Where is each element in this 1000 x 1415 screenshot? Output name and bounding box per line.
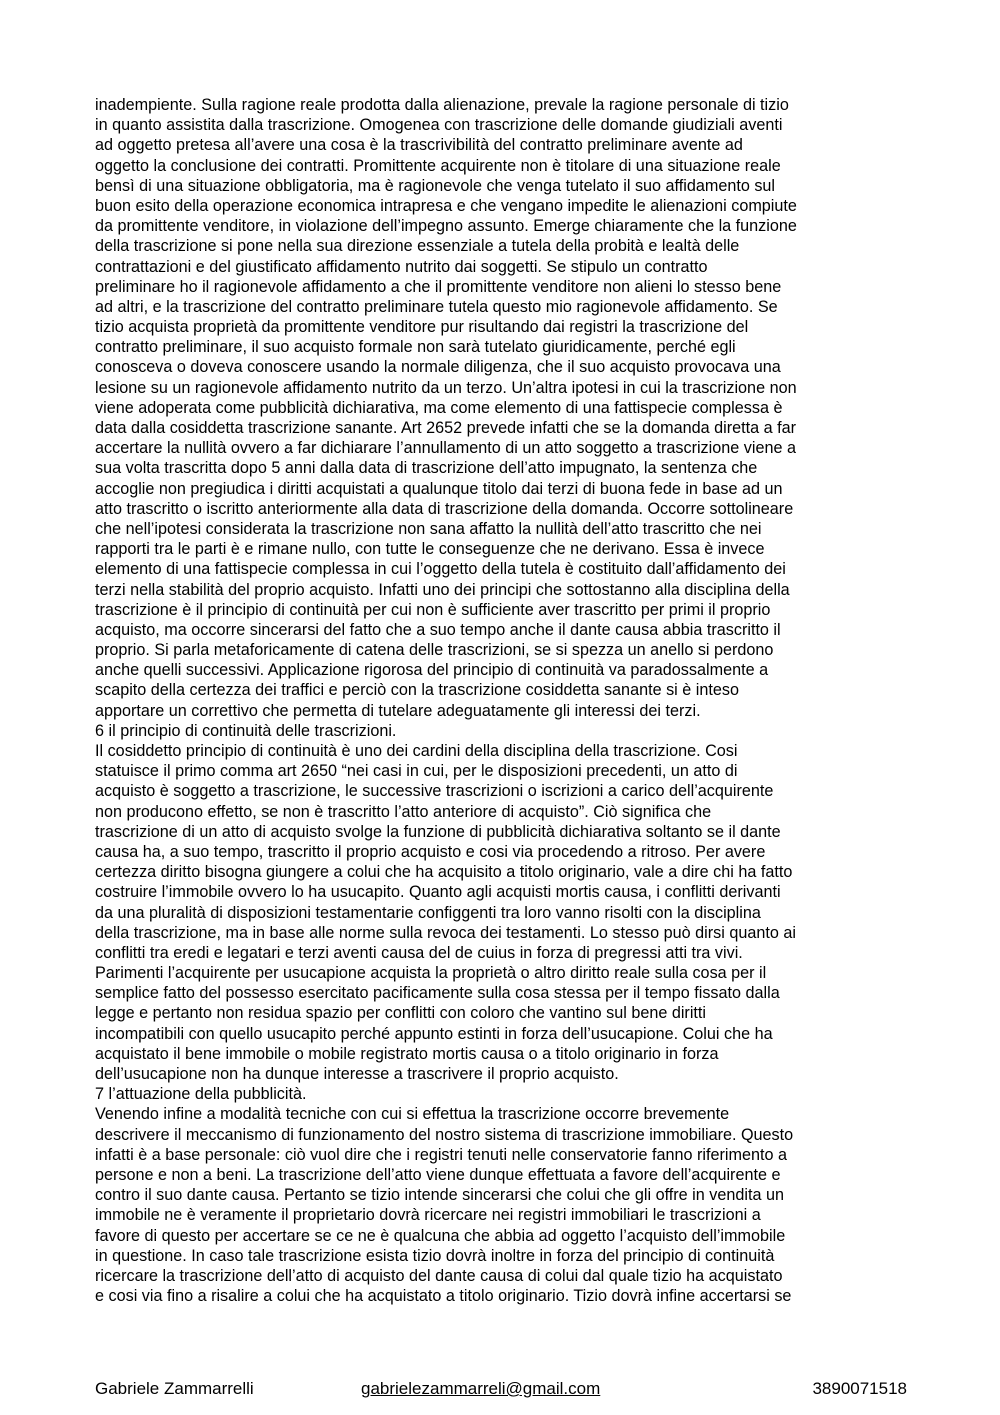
text-line: ad altri, e la trascrizione del contratto preliminare tutela questo mio ragionevole affidamento. Se bbox=[95, 297, 778, 316]
text-line: conosceva o doveva conoscere usando la normale diligenza, che il suo acquisto provocava una bbox=[95, 358, 781, 377]
text-line: della trascrizione si pone nella sua direzione essenziale a tutela della probità e lealtà delle bbox=[95, 237, 740, 256]
text-line: inadempiente. Sulla ragione reale prodotta dalla alienazione, prevale la ragione personale di tizio bbox=[95, 96, 789, 114]
text-line: terzi nella stabilità del proprio acquisto. Infatti uno dei principi che sottostanno alla disciplina della bbox=[95, 580, 790, 599]
text-line: che nell’ipotesi considerata la trascrizione non sana affatto la nullità dell’atto trascritto che nei bbox=[95, 519, 762, 538]
text-line: infatti è a base personale: ciò vuol dire che i registri tenuti nelle conservatorie fanno riferimento a bbox=[95, 1145, 787, 1164]
text-line: scapito della certezza dei traffici e perciò con la trascrizione cosiddetta sanante si è inteso bbox=[95, 681, 739, 700]
text-line: Venendo infine a modalità tecniche con cui si effettua la trascrizione occorre brevemente bbox=[95, 1105, 730, 1124]
page-footer bbox=[95, 1378, 907, 1402]
text-line: causa ha, a suo tempo, trascritto il proprio acquisto e cosi via procedendo a ritroso. Per avere bbox=[95, 842, 766, 861]
text-line: acquisto è soggetto a trascrizione, le successive trascrizioni o iscrizioni a carico dell’acquirente bbox=[95, 782, 774, 801]
text-line: buon esito della operazione economica intrapresa e che vengano impedite le alienazioni compiute bbox=[95, 196, 797, 215]
text-line: acquistato il bene immobile o mobile registrato mortis causa o a titolo originario in forza bbox=[95, 1044, 719, 1063]
text-line: favore di questo per accertare se ce ne è qualcuna che abbia ad oggetto l’acquisto dell’immobile bbox=[95, 1226, 786, 1245]
text-line: dell’usucapione non ha dunque interesse a trascrivere il proprio acquisto. bbox=[95, 1065, 619, 1083]
text-line: conflitti tra eredi e legatari e terzi aventi causa del de cuius in forza di pregressi atti tra vivi. bbox=[95, 943, 743, 962]
text-line: 7 l’attuazione della pubblicità. bbox=[95, 1085, 307, 1104]
text-line: oggetto la conclusione dei contratti. Promittente acquirente non è titolare di una situazione reale bbox=[95, 156, 781, 175]
text-line: immobile ne è veramente il proprietario dovrà ricercare nei registri immobiliari le trascrizioni a bbox=[95, 1206, 761, 1225]
text-line: sua volta trascritta dopo 5 anni dalla data di trascrizione dell’atto impugnato, la sentenza che bbox=[95, 459, 758, 478]
text-line: proprio. Si parla metaforicamente di catena delle trascrizioni, se si spezza un anello si perdono bbox=[95, 641, 774, 660]
text-line: e cosi via fino a risalire a colui che ha acquistato a titolo originario. Tizio dovrà infine accertarsi se bbox=[95, 1287, 792, 1306]
text-line: da una pluralità di disposizioni testamentarie configgenti tra loro vanno risolti con la disciplina bbox=[95, 903, 761, 922]
text-line: in quanto assistita dalla trascrizione. Omogenea con trascrizione delle domande giudiziali aventi bbox=[95, 116, 783, 135]
text-line: persone e non a beni. La trascrizione dell’atto viene dunque effettuata a favore dell’acquirente e bbox=[95, 1165, 781, 1184]
text-line: preliminare ho il ragionevole affidamento a che il promittente venditore non alieni lo stesso bene bbox=[95, 277, 782, 296]
text-line: descrivere il meccanismo di funzionamento del nostro sistema di trascrizione immobiliare. Questo bbox=[95, 1125, 794, 1144]
text-line: della trascrizione, ma in base alle norme sulla revoca dei testamenti. Lo stesso può dirsi quanto ai bbox=[95, 923, 796, 942]
footer-phone: 3890071518 bbox=[812, 1379, 907, 1398]
text-line: da promittente venditore, in violazione dell’impegno assunto. Emerge chiaramente che la funzione bbox=[95, 217, 797, 236]
text-line: accoglie non pregiudica i diritti acquistati a qualunque titolo dai terzi di buona fede in base ad un bbox=[95, 479, 783, 498]
text-line: lesione su un ragionevole affidamento nutrito da un terzo. Un’altra ipotesi in cui la trascrizione non bbox=[95, 378, 797, 397]
text-line: accertare la nullità ovvero a far dichiarare l’annullamento di un atto soggetto a trascrizione viene a bbox=[95, 439, 796, 458]
text-line: bensì di una situazione obbligatoria, ma è ragionevole che venga tutelato il suo affidamento sul bbox=[95, 176, 776, 195]
text-line: Parimenti l’acquirente per usucapione acquista la proprietà o altro diritto reale sulla cosa per il bbox=[95, 964, 767, 983]
text-line: acquisto, ma occorre sincerarsi del fatto che a suo tempo anche il dante causa abbia trascritto il bbox=[95, 620, 781, 639]
footer-email-link[interactable]: gabrielezammarreli@gmail.com bbox=[361, 1379, 601, 1398]
text-line: legge e pertanto non residua spazio per conflitti con coloro che vantino sul bene diritti bbox=[95, 1004, 707, 1023]
text-line: in questione. In caso tale trascrizione esista tizio dovrà inoltre in forza del principio di continuità bbox=[95, 1246, 775, 1265]
text-line: atto trascritto o iscritto anteriormente alla data di trascrizione della domanda. Occorre sottolineare bbox=[95, 499, 794, 518]
text-line: statuisce il primo comma art 2650 “nei casi in cui, per le disposizioni precedenti, un atto di bbox=[95, 762, 738, 781]
text-line: trascrizione è il principio di continuità per cui non è sufficiente aver trascritto per primi il proprio bbox=[95, 600, 771, 619]
text-line: incompatibili con quello usucapito perché appunto estinti in forza dell’usucapione. Colui che ha bbox=[95, 1024, 773, 1043]
text-line: Il cosiddetto principio di continuità è uno dei cardini della disciplina della trascrizione. Cosi bbox=[95, 742, 738, 760]
text-line: ricercare la trascrizione dell’atto di acquisto del dante causa di colui dal quale tizio ha acquistato bbox=[95, 1266, 783, 1285]
text-line: contratto preliminare, il suo acquisto formale non sarà tutelato giuridicamente, perché egli bbox=[95, 338, 736, 357]
footer-author: Gabriele Zammarrelli bbox=[95, 1379, 254, 1398]
text-line: anche quelli successivi. Applicazione rigorosa del principio di continuità va paradossalmente a bbox=[95, 661, 769, 680]
text-line: non producono effetto, se non è trascritto l’atto anteriore di acquisto”. Ciò significa che bbox=[95, 802, 712, 821]
text-line: viene adoperata come pubblicità dichiarativa, ma come elemento di una fattispecie complessa è bbox=[95, 398, 783, 417]
body-text bbox=[95, 95, 907, 1306]
text-line: data dalla cosiddetta trascrizione sanante. Art 2652 prevede infatti che se la domanda diretta a far bbox=[95, 419, 796, 437]
text-line: elemento di una fattispecie complessa in cui l’oggetto della tutela è costituito dall’affidamento dei bbox=[95, 560, 786, 579]
text-line: costruire l’immobile ovvero lo ha usucapito. Quanto agli acquisti mortis causa, i conflitti derivanti bbox=[95, 883, 781, 902]
text-line: tizio acquista proprietà da promittente venditore pur risultando dai registri la trascrizione del bbox=[95, 318, 749, 337]
text-line: contrattazioni e del giustificato affidamento nutrito dai soggetti. Se stipulo un contratto bbox=[95, 257, 708, 276]
text-line: ad oggetto pretesa all’avere una cosa è la trascrivibilità del contratto preliminare avente ad bbox=[95, 136, 743, 155]
text-line: contro il suo dante causa. Pertanto se tizio intende sincerarsi che colui che gli offre in vendita un bbox=[95, 1186, 784, 1205]
text-line: certezza diritto bisogna giungere a colui che ha acquisito a titolo originario, vale a dire chi ha fatto bbox=[95, 863, 793, 882]
text-line: apportare un correttivo che permetta di tutelare adeguatamente gli interessi dei terzi. bbox=[95, 701, 701, 720]
text-line: trascrizione di un atto di acquisto svolge la funzione di pubblicità dichiarativa soltanto se il dante bbox=[95, 822, 781, 841]
text-line: rapporti tra le parti è e rimane nullo, con tutte le conseguenze che ne derivano. Essa è invece bbox=[95, 540, 765, 559]
text-line: 6 il principio di continuità delle trascrizioni. bbox=[95, 721, 397, 740]
text-line: semplice fatto del possesso esercitato pacificamente sulla cosa stessa per il tempo fissato dalla bbox=[95, 984, 780, 1003]
